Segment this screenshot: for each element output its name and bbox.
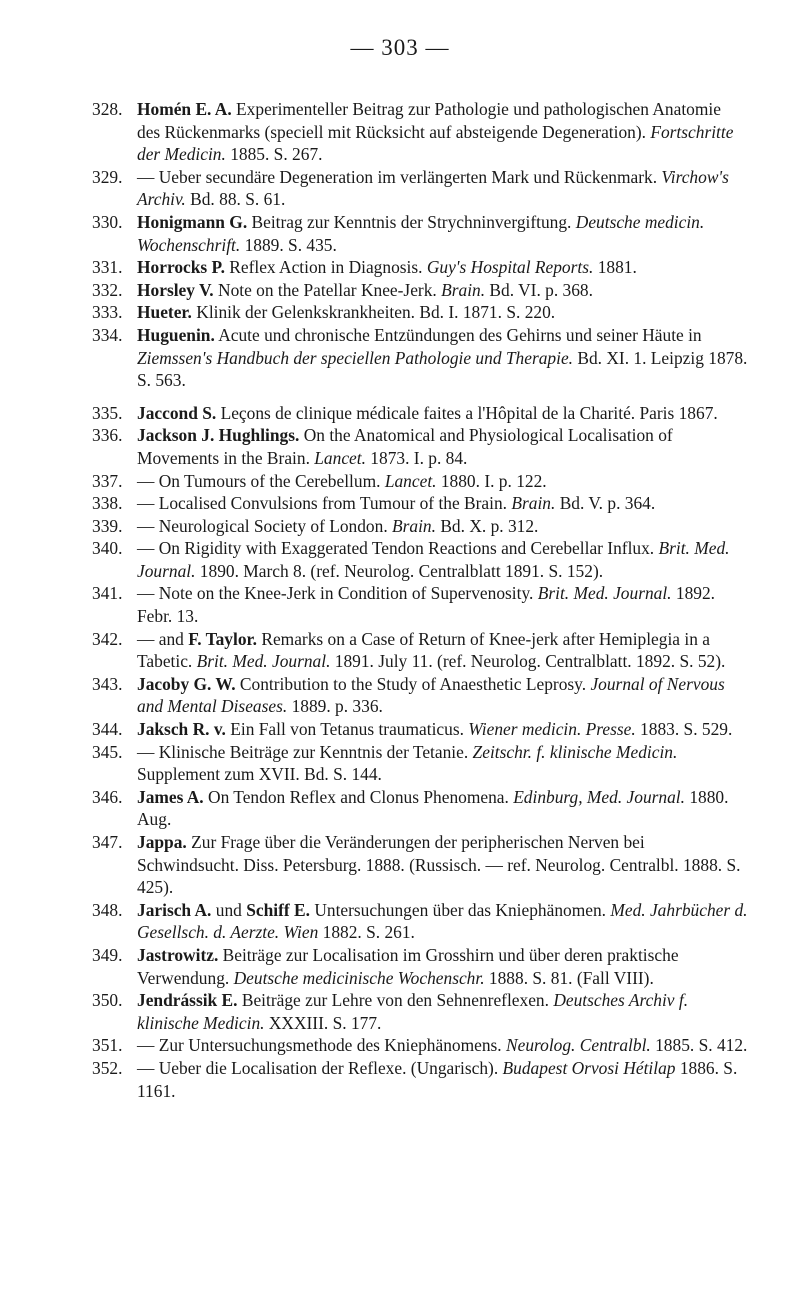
entry-number: 342. [92,628,123,649]
entry-author: Honigmann G. [137,211,248,232]
entry-number: 338. [92,493,123,514]
entry-author: Jaccond S. [137,402,217,423]
entry-details: 1886. S. 1161. [137,1057,738,1101]
bibliography-entry [0,944,800,989]
bibliography-entry [0,402,800,425]
entry-details: 1885. S. 267. [225,144,323,165]
entry-number: 343. [92,673,123,694]
entry-number: 335. [92,402,123,423]
entry-title: Beiträge zur Localisation im Grosshirn und über deren praktische Verwendung. [137,944,679,988]
entry-title: Beiträge zur Lehre von den Sehnenreflexen. [237,990,554,1011]
entry-author: Jastrowitz. [137,944,219,965]
bibliography-entry [0,831,800,899]
entry-coauthor: F. Taylor. [188,628,257,649]
entry-title: Untersuchungen über das Kniephänomen. [309,899,611,920]
entry-source: Neurolog. Centralbl. [506,1035,651,1056]
bibliography-entry [0,211,800,256]
entry-source: Brit. Med. Journal. [137,538,730,581]
entry-source: Budapest Orvosi Hétilap [502,1057,676,1078]
entry-source: Lancet. [314,447,366,468]
entry-number: 333. [92,302,123,323]
entry-details: 1880. I. p. 122. [436,470,547,491]
entry-author: Jaksch R. v. [137,719,226,740]
entry-number: 340. [92,538,123,559]
entry-number: 328. [92,99,123,119]
entry-title: und [211,899,247,920]
entry-details: Bd. V. p. 364. [555,493,656,514]
bibliography-entry [0,989,800,1034]
entry-author: Horrocks P. [137,257,225,278]
entry-source: Brit. Med. Journal. [196,651,331,672]
bibliography-entry [0,492,800,515]
entry-number: 330. [92,211,123,232]
entry-source: Brain. [441,279,486,300]
entry-source: Brain. [392,515,436,536]
entry-number: 329. [92,166,123,187]
entry-source: Journal of Nervous and Mental Diseases. [137,673,725,717]
entry-title: — On Rigidity with Exaggerated Tendon Reactions and Cerebellar Influx. [137,538,659,559]
bibliography-entry [0,582,800,627]
bibliography-entry [0,324,800,392]
entry-number: 344. [92,719,123,740]
entry-title: On Tendon Reflex and Clonus Phenomena. [203,786,514,807]
entry-title: — Ueber die Localisation der Reflexe. (Ungarisch). [137,1057,503,1078]
entry-title: — On Tumours of the Cerebellum. [137,470,385,491]
entry-number: 331. [92,257,123,278]
entry-source: Guy's Hospital Reports. [426,257,594,278]
entry-author: Jackson J. Hughlings. [137,425,300,446]
entry-title: Note on the Patellar Knee-Jerk. [213,279,442,300]
entry-number: 351. [92,1035,123,1056]
entry-source: Fortschritte der Medicin. [137,121,734,165]
bibliography-entry [0,98,800,166]
entry-details: Supplement zum XVII. Bd. S. 144. [137,764,382,785]
entry-source: Brit. Med. Journal. [537,583,672,604]
entry-number: 349. [92,944,123,965]
entry-number: 347. [92,832,123,852]
entry-source: Deutsches Archiv f. klinische Medicin. [137,990,689,1033]
entry-details: 1881. [593,257,637,278]
entry-title: Acute und chronische Entzündungen des Gehirns und seiner Häute in [214,324,702,345]
entry-number: 336. [92,425,123,446]
entry-title: Zur Frage über die Veränderungen der peripherischen Nerven bei Schwindsucht. Diss. Petersburg. 1888. (Russisch. — ref. Neurolog. Centralbl. 1888. S. 425). [137,832,741,898]
entry-title: — Note on the Knee-Jerk in Condition of Supervenosity. [137,583,538,604]
entry-author: Jappa. [137,832,187,852]
entry-details: 1889. p. 336. [287,696,383,717]
entry-details: 1885. S. 412. [650,1035,748,1056]
bibliography-entry [0,741,800,786]
bibliography-entry [0,673,800,718]
entry-title: Leçons de clinique médicale faites a l'Hôpital de la Charité. Paris 1867. [216,402,718,423]
entry-author: Homén E. A. [137,99,232,119]
entry-details: 1890. March 8. (ref. Neurolog. Centralblatt 1891. S. 152). [195,560,604,581]
bibliography-entry [0,1034,800,1057]
entry-source: Zeitschr. f. klinische Medicin. [472,741,678,762]
entry-title: — Localised Convulsions from Tumour of the Brain. [137,493,512,514]
entry-title: — Zur Untersuchungsmethode des Kniephänomens. [137,1035,506,1056]
entry-title: — Ueber secundäre Degeneration im verlängerten Mark und Rückenmark. [137,166,662,187]
bibliography-entry [0,301,800,324]
entry-details: 1888. S. 81. (Fall VIII). [484,967,654,988]
entry-details: 1883. S. 529. [635,719,733,740]
entry-source: Med. Jahrbücher d. Gesellsch. d. Aerzte. Wien [137,899,748,943]
entry-details: Bd. VI. p. 368. [485,279,593,300]
entry-number: 350. [92,990,123,1011]
entry-title: Remarks on a Case of Return of Knee-jerk after Hemiplegia in a Tabetic. [137,628,710,672]
entry-number: 341. [92,583,123,604]
entry-number: 345. [92,741,123,762]
entry-title: Reflex Action in Diagnosis. [224,257,427,278]
entry-number: 334. [92,324,123,345]
entry-author: James A. [137,786,204,807]
entry-details: Bd. 88. S. 61. [185,189,286,210]
bibliography-entry [0,899,800,944]
entry-number: 332. [92,279,123,300]
entry-source: Wiener medicin. Presse. [468,719,636,740]
entry-author: Hueter. [137,302,192,323]
entry-number: 339. [92,515,123,536]
entry-title: — and [137,628,189,649]
entry-title: Ein Fall von Tetanus traumaticus. [225,719,469,740]
entry-source: Ziemssen's Handbuch der speciellen Pathologie und Therapie. [137,347,574,368]
entry-details: Bd. X. p. 312. [435,515,539,536]
entry-author: Huguenin. [137,324,215,345]
entry-source: Lancet. [384,470,437,491]
entry-source: Edinburg, Med. Journal. [513,786,685,807]
entry-author: Jacoby G. W. [137,673,236,694]
entry-title: On the Anatomical and Physiological Localisation of Movements in the Brain. [137,425,673,468]
entry-details: Bd. XI. 1. Leipzig 1878. S. 563. [137,347,748,391]
entry-author: Jendrássik E. [137,990,238,1011]
entry-coauthor: Schiff E. [246,899,310,920]
bibliography-entry [0,628,800,673]
bibliography-entry [0,424,800,469]
entry-source: Brain. [511,493,556,514]
bibliography-entry [0,515,800,538]
entry-title: Beitrag zur Kenntnis der Strychninvergiftung. [247,211,576,232]
bibliography-entry [0,166,800,211]
bibliography-entry [0,279,800,302]
entry-number: 337. [92,470,123,491]
entry-author: Jarisch A. [137,899,212,920]
section-gap [0,392,800,402]
entry-details: 1882. S. 261. [318,922,415,943]
entry-title: Experimenteller Beitrag zur Pathologie und pathologischen Anatomie des Rückenmarks (speciell mit Rücksicht auf absteigende Degeneration). [137,99,721,142]
entry-title: — Neurological Society of London. [137,515,393,536]
entry-source: Deutsche medicin. Wochenschrift. [137,211,705,255]
entry-details: 1873. I. p. 84. [365,447,468,468]
bibliography-entry [0,470,800,493]
bibliography-entry [0,718,800,741]
bibliography-entry [0,256,800,279]
entry-details: 1892. Febr. 13. [137,583,716,627]
entry-number: 352. [92,1057,123,1078]
page-number: — 303 — [350,35,450,60]
entry-details: 1880. Aug. [137,786,729,830]
entry-details: XXXIII. S. 177. [264,1012,382,1033]
entry-title: — Klinische Beiträge zur Kenntnis der Tetanie. [137,741,473,762]
entry-number: 346. [92,786,123,807]
entry-source: Deutsche medicinische Wochenschr. [233,967,485,988]
bibliography-entry [0,537,800,582]
entry-number: 348. [92,899,123,920]
entry-title: Klinik der Gelenkskrankheiten. Bd. I. 1871. S. 220. [191,302,556,323]
bibliography-list [0,98,800,1102]
entry-source: Virchow's Archiv. [137,166,729,210]
entry-author: Horsley V. [137,279,214,300]
entry-details: 1891. July 11. (ref. Neurolog. Centralblatt. 1892. S. 52). [330,651,726,672]
entry-title: Contribution to the Study of Anaesthetic Leprosy. [235,673,591,694]
bibliography-entry [0,786,800,831]
entry-details: 1889. S. 435. [240,234,337,255]
bibliography-entry [0,1057,800,1102]
